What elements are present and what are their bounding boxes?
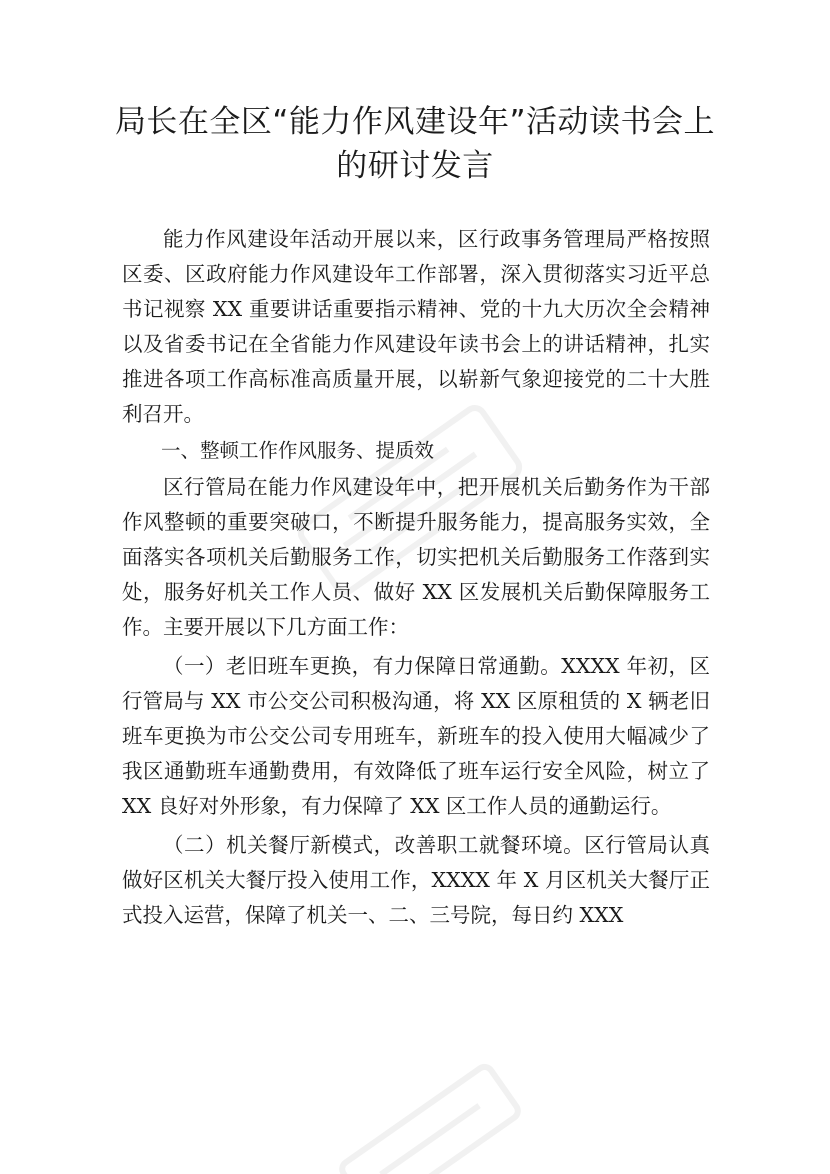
document-body <box>122 222 710 933</box>
section-paragraph: 区行管局在能力作风建设年中，把开展机关后勤务作为干部作风整顿的重要突破口，不断提升服务能力，提高服务实效，全面落实各项机关后勤服务工作，切实把机关后勤服务工作落到实处，服务好机关工作人员、做好 XX 区发展机关后勤保障服务工作。主要开展以下几方面工作： <box>122 475 710 639</box>
document-title: 局长在全区“能力作风建设年”活动读书会上的研讨发言 <box>114 104 716 184</box>
intro-paragraph: 能力作风建设年活动开展以来，区行政事务管理局严格按照区委、区政府能力作风建设年工作部署，深入贯彻落实习近平总书记视察 XX 重要讲话重要指示精神、党的十九大历次全会精神以及省委书记在全省能力作风建设年读书会上的讲话精神，扎实推进各项工作高标准高质量开展，以崭新气象迎接党的二十大胜利召开。 <box>122 227 710 426</box>
item-paragraph-2: （二）机关餐厅新模式，改善职工就餐环境。区行管局认真做好区机关大餐厅投入使用工作，XXXX 年 X 月区机关大餐厅正式投入运营，保障了机关一、二、三号院，每日约 XXX <box>122 833 710 927</box>
section-heading: 一、整顿工作作风服务、提质效 <box>161 439 435 462</box>
item-paragraph-1: （一）老旧班车更换，有力保障日常通勤。XXXX 年初，区行管局与 XX 市公交公司积极沟通，将 XX 区原租赁的 X 辆老旧班车更换为市公交公司专用班车，新班车的投入使用大幅减少了我区通勤班车通勤费用，有效降低了班车运行安全风险，树立了 XX 良好对外形象，有力保障了 XX 区工作人员的通勤运行。 <box>122 654 710 818</box>
